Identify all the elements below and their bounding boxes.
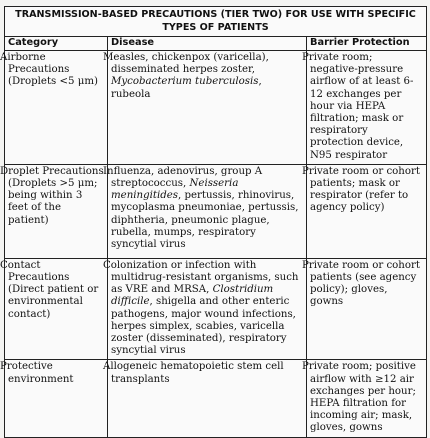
disease-text: , shigella and other enteric pathogens, major wound infections, herpes simplex, scabies, varicella zoster (disseminated), respiratory syncytial virus — [111, 296, 296, 357]
category-cell: Protective environment — [5, 360, 108, 437]
category-cell: Droplet Precautions (Droplets >5 μm; being within 3 feet of the patient) — [5, 164, 108, 258]
disease-cell — [103, 258, 307, 360]
disease-organism-italic: Neisseria meningitides — [111, 178, 239, 202]
disease-text: Measles, chickenpox (varicella), disseminated herpes zoster, — [103, 52, 269, 76]
disease-cell — [103, 51, 307, 165]
header-category: Category — [5, 37, 108, 51]
cropped-footer-text — [0, 406, 430, 414]
table-row-protective — [5, 360, 427, 437]
disease-text: Allogeneic hematopoietic stem cell transplants — [103, 361, 284, 385]
header-barrier-protection: Barrier Protection — [307, 37, 427, 51]
disease-cell — [103, 360, 307, 437]
title-row — [5, 7, 427, 37]
table-row-contact — [5, 258, 427, 360]
table-row-airborne — [5, 51, 427, 165]
barrier-cell: Private room; positive airflow with ≥12 air exchanges per hour; HEPA filtration for incoming air; mask, gloves, gowns — [307, 360, 427, 437]
disease-organism-italic: Clostridium difficile — [111, 284, 274, 308]
category-cell: Airborne Precautions (Droplets <5 μm) — [5, 51, 108, 165]
precautions-table — [0, 6, 427, 438]
disease-text: Influenza, adenovirus, group A streptococcus, — [103, 165, 263, 190]
disease-text: , pertussis, rhinovirus, mycoplasma pneumoniae, pertussis, diphtheria, pneumonic plague, rubella, mumps, respiratory syncytial virus — [111, 190, 299, 251]
table-title: TRANSMISSION-BASED PRECAUTIONS (TIER TWO) FOR USE WITH SPECIFIC TYPES OF PATIENTS — [5, 7, 427, 37]
table-row-droplet — [5, 164, 427, 258]
disease-text: , rubeola — [111, 76, 262, 100]
disease-cell — [103, 164, 307, 258]
header-disease: Disease — [108, 37, 307, 51]
header-row — [5, 37, 427, 51]
disease-text: Colonization or infection with multidrug-resistant organisms, such as VRE and MRSA, — [103, 259, 299, 296]
barrier-cell: Private room or cohort patients; mask or respirator (refer to agency policy) — [307, 164, 427, 258]
disease-organism-italic: Mycobacterium tuberculosis — [111, 76, 259, 88]
category-cell: Contact Precautions (Direct patient or environmental contact) — [5, 258, 108, 360]
barrier-cell: Private room; negative-pressure airflow of at least 6-12 exchanges per hour via HEPA filtration; mask or respiratory protection device, N95 respirator — [307, 51, 427, 165]
barrier-cell: Private room or cohort patients (see agency policy); gloves, gowns — [307, 258, 427, 360]
